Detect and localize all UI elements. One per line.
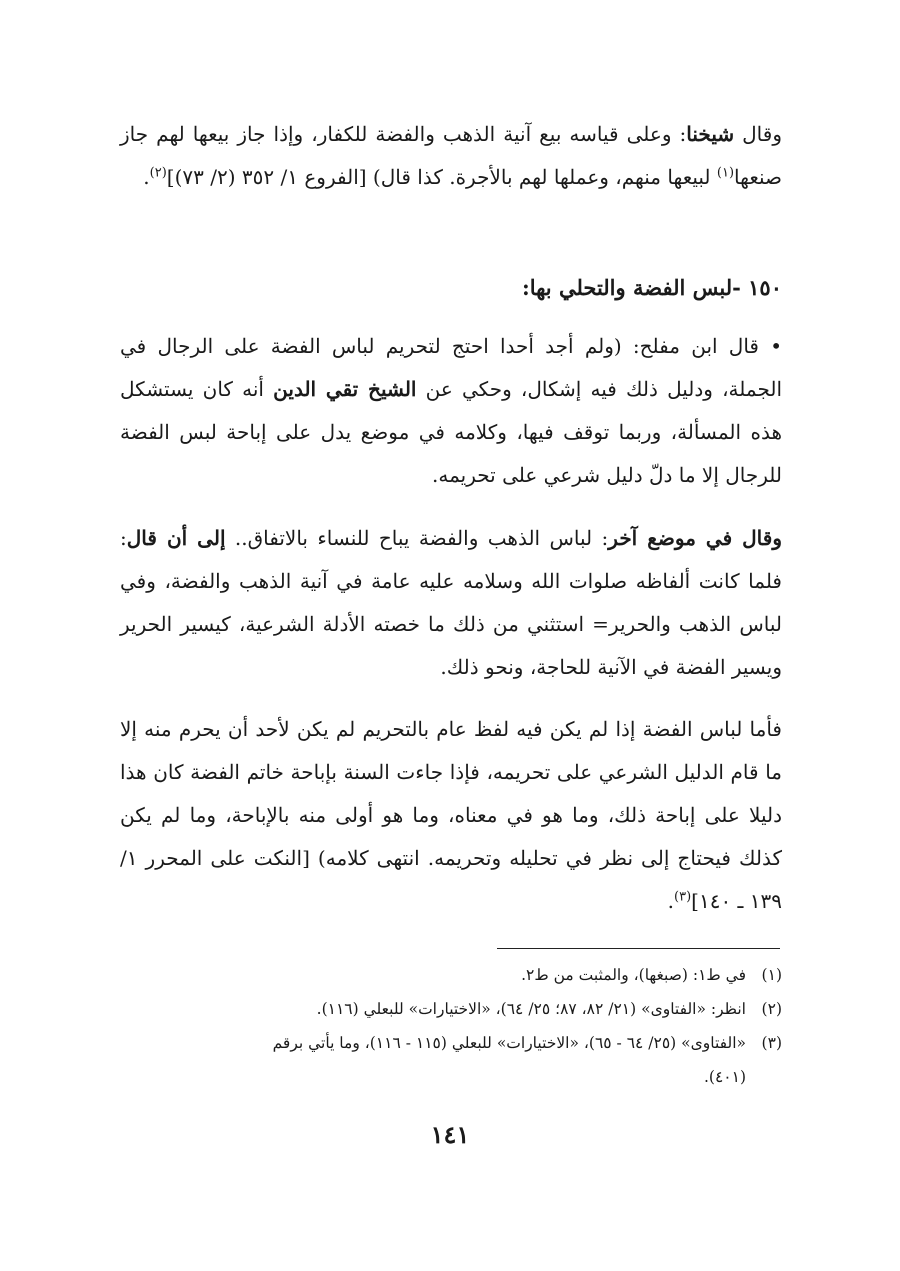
text-run-bold: الشيخ تقي الدين (273, 377, 417, 401)
text-run: فأما لباس الفضة إذا لم يكن فيه لفظ عام بالتحريم لم يكن لأحد أن يحرم منه إلا ما قام الدليل الشرعي على تحريمه، فإذا جاءت السنة بإباحة خاتم الفضة كان هذا دليلا على إباحة ذلك، وما هو في معناه، وما هو أولى منه بالإباحة، وما لم يكن كذلك فيحتاج إلى نظر في تحليله وتحريمه. انتهى كلامه) [النكت على المحرر ١/ ١٣٩ ـ ١٤٠] (120, 717, 782, 913)
footnote-number: (٣) (761, 1034, 782, 1052)
paragraph-3 (120, 517, 782, 689)
footnote-ref-2: (٢) (149, 165, 167, 181)
footnotes (120, 958, 782, 1094)
section-heading: ١٥٠ -لبس الفضة والتحلي بها: (521, 275, 782, 300)
paragraph-4 (120, 708, 782, 923)
text-run: . (667, 889, 674, 913)
text-run: : فلما كانت ألفاظه صلوات الله وسلامه عليه عامة في آنية الذهب والفضة، وفي لباس الذهب والحرير= استثني من ذلك ما خصته الأدلة الشرعية، كيسير الحرير ويسير الفضة في الآنية للحاجة، ونحو ذلك. (120, 526, 782, 679)
footnote-text: «الفتاوى» (٢٥/ ٦٤ - ٦٥)، «الاختيارات» للبعلي (١١٥ - ١١٦)، وما يأتي برقم (272, 1034, 746, 1052)
text-run: . (143, 165, 150, 189)
text-run-bold: وقال في موضع آخر (608, 526, 782, 550)
footnote-3-continuation: (٤٠١). (703, 1068, 746, 1086)
paragraph-2 (120, 325, 782, 497)
footnote-text: في ط١: (صبغها)، والمثبت من ط٢. (521, 966, 746, 984)
footnote-ref-3: (٣) (674, 889, 692, 905)
text-run: : لباس الذهب والفضة يباح للنساء بالاتفاق.. (225, 526, 609, 550)
text-run: وقال (734, 122, 782, 146)
text-run-bold: إلى أن قال (126, 526, 226, 550)
footnote-ref-1: (١) (716, 165, 735, 181)
footnote-1 (120, 958, 782, 992)
text-run: • قال ابن مفلح: (ولم أجد أحدا احتج لتحريم لباس الفضة على الرجال في الجملة، ودليل ذلك فيه إشكال، وحكي عن (120, 334, 783, 401)
paragraph-1 (120, 113, 782, 199)
footnote-2 (120, 992, 782, 1026)
footnote-number: (١) (761, 966, 782, 984)
text-run: لبيعها منهم، وعملها لهم بالأجرة. كذا قال) [الفروع ١/ ٣٥٢ (٢/ ٧٣)] (166, 165, 717, 189)
footnote-text: انظر: «الفتاوى» (٢١/ ٨٢، ٨٧؛ ٢٥/ ٦٤)، «الاختيارات» للبعلي (١١٦). (316, 1000, 746, 1018)
text-run: أنه كان يستشكل هذه المسألة، وربما توقف فيها، وكلامه في موضع يدل على إباحة لبس الفضة للرجال إلا ما دلّ دليل شرعي على تحريمه. (120, 377, 782, 487)
footnote-number: (٢) (761, 1000, 782, 1018)
text-run: : وعلى قياسه بيع آنية الذهب والفضة للكفار، وإذا جاز بيعها لهم جاز صنعها (120, 122, 782, 189)
footnote-3 (120, 1026, 782, 1060)
text-run-bold: شيخنا (686, 122, 735, 146)
page-number: ١٤١ (430, 1120, 470, 1149)
footnote-separator (497, 948, 780, 949)
